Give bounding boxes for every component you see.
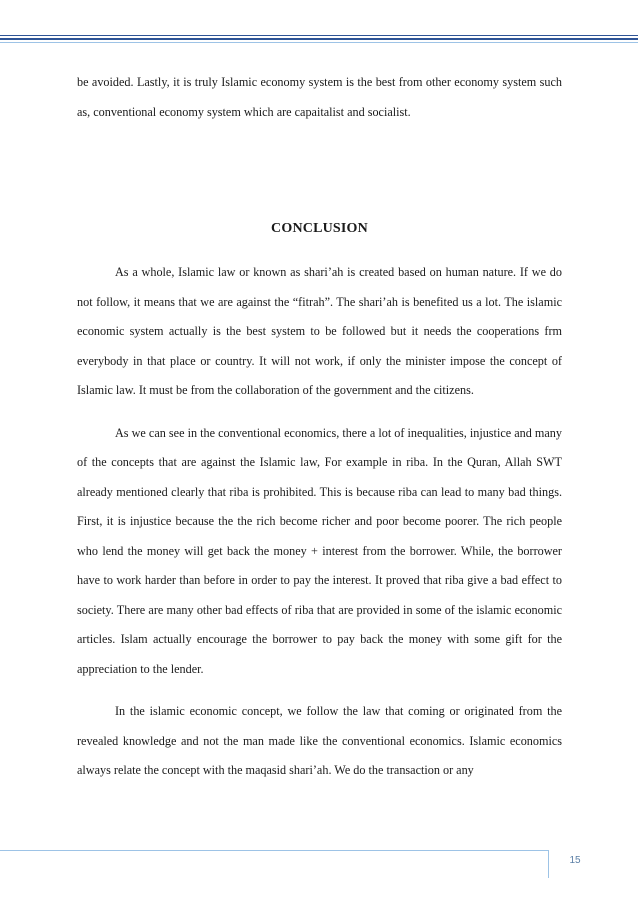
paragraph-2: As we can see in the conventional economics, there a lot of inequalities, injustice and many of the concepts that are against the Islamic law, For example in riba. In the Quran, Allah SWT already mentioned clearly that riba is prohibited. This is because riba can lead to many bad things. First, it is injustice because the the rich become richer and poor become poorer. The rich people who lend the money will get back the money + interest from the borrower. While, the borrower have to work harder than before in order to pay the interest. It proved that riba give a bad effect to society. There are many other bad effects of riba that are provided in some of the islamic economic articles. Islam actually encourage the borrower to pay back the money with some gift for the appreciation to the lender. [77, 425, 562, 676]
paragraph-1: As a whole, Islamic law or known as shari’ah is created based on human nature. If we do not follow, it means that we are against the “fitrah”. The shari’ah is benefited us a lot. The islamic economic system actually is the best system to be followed but it needs the cooperations frm everybody in that place or country. It will not work, if only the minister impose the concept of Islamic law. It must be from the collaboration of the government and the citizens. [77, 265, 562, 397]
continued-paragraph-block [77, 68, 562, 127]
footer-divider [548, 850, 549, 878]
header-rule-bottom [0, 42, 638, 43]
footer-rule [0, 850, 548, 851]
conclusion-body [77, 258, 562, 799]
paragraph-3: In the islamic economic concept, we follow the law that coming or originated from the revealed knowledge and not the man made like the conventional economics. Islamic economics always relate the concept with the maqasid shari’ah. We do the transaction or any [77, 704, 562, 777]
header-rule-middle [0, 38, 638, 40]
header-rule-top [0, 35, 638, 36]
page-number: 15 [569, 855, 581, 866]
section-heading: CONCLUSION [271, 221, 368, 236]
continued-paragraph: be avoided. Lastly, it is truly Islamic economy system is the best from other economy system such as, conventional economy system which are capaitalist and socialist. [77, 75, 562, 119]
